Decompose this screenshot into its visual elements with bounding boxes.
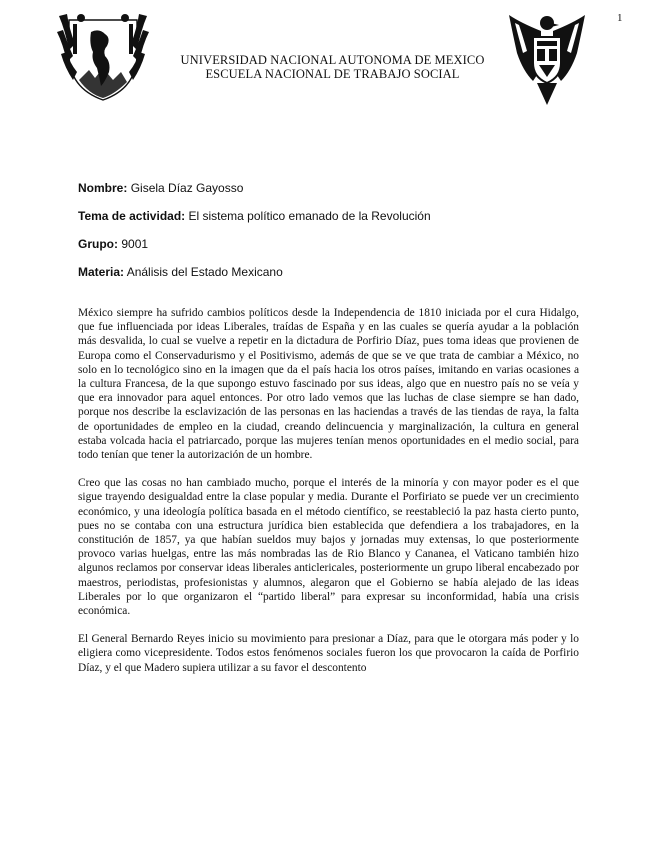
field-value: 9001 — [121, 237, 149, 251]
school-name: ESCUELA NACIONAL DE TRABAJO SOCIAL — [205, 67, 460, 81]
paragraph-3: El General Bernardo Reyes inicio su movimiento para presionar a Díaz, para que le otorgara más poder y lo eligiera como vicepresidente. Todos estos fenómenos sociales fueron los que provocaron la caída de Porfirio Díaz, y el que Madero supiera utilizar a su favor el descontento — [78, 633, 579, 674]
field-label: Materia: — [78, 265, 125, 279]
field-value: Análisis del Estado Mexicano — [126, 265, 283, 279]
university-name: UNIVERSIDAD NACIONAL AUTONOMA DE MEXICO — [180, 53, 485, 67]
mexican-eagle-logo — [507, 13, 587, 107]
essay-body — [78, 306, 579, 688]
page-number: 1 — [617, 12, 623, 24]
field-materia — [78, 265, 578, 293]
unam-crest-logo — [55, 10, 151, 102]
field-label: Nombre: — [78, 181, 128, 195]
field-grupo — [78, 237, 578, 265]
field-label: Grupo: — [78, 237, 118, 251]
paragraph-2: Creo que las cosas no han cambiado mucho, porque el interés de la minoría y con mayor poder es el que sigue trayendo desigualdad entre la clase popular y media. Durante el Porfiriato se puede ver un crecimiento económico, y una ideología política basada en el método científico, se reestableció la paz hasta cierto punto, pues no se contaba con una estructura jurídica bien establecida que defendiera a los trabajadores, en la constitución de 1857, ya que habían sueldos muy bajos y jornadas muy extensas, lo que posteriormente provoco varias huelgas, entre las más nombradas las de Rio Blanco y Cananea, el Vaticano también hizo algunos reclamos por conservar ideas liberales anticlericales, posteriormente un grupo liberal encabezado por maestros, periodistas, profesionistas y alumnos, alegaron que el Gobierno se había alejado de las ideas Liberales por lo que organizaron el “partido liberal” para expresar su inconformidad, había una crisis económica. — [78, 477, 579, 618]
field-tema — [78, 209, 578, 237]
field-label: Tema de actividad: — [78, 209, 186, 223]
institution-header — [150, 53, 515, 81]
field-value: Gisela Díaz Gayosso — [130, 181, 244, 195]
field-value: El sistema político emanado de la Revolución — [188, 209, 431, 223]
paragraph-1: México siempre ha sufrido cambios políticos desde la Independencia de 1810 iniciada por el cura Hidalgo, que fue influenciada por ideas Liberales, traídas de España y en las cuales se quería ayudar a la población más desvalida, lo cual se vuelve a repetir en la dictadura de Porfirio Díaz, pues toma ideas que provienen de Europa como el Conservadurismo y el Positivismo, además de que se ve que trata de cambiar a México, no solo en lo tecnológico sino en la imagen que da el país hacia los otros países, imitando en varias ocasiones a la cultura Francesa, de la que supongo estuvo fascinado por sus ideas, algo que en nuestro país no se veía y que era innovador para aquel entonces. Por otro lado vemos que las luchas de clase siempre se han dado, porque nos describe la esclavización de las personas en las haciendas a través de las tiendas de raya, la falta de oportunidades de empleo en la ciudad, creando delincuencia y marginalización, la cultura en general estaba volcada hacia el patriarcado, porque las mujeres tenían menos oportunidades en el medio social, para todo tenían que tener la autorización de un hombre. — [78, 307, 579, 462]
field-nombre — [78, 181, 578, 209]
student-info — [78, 181, 578, 293]
